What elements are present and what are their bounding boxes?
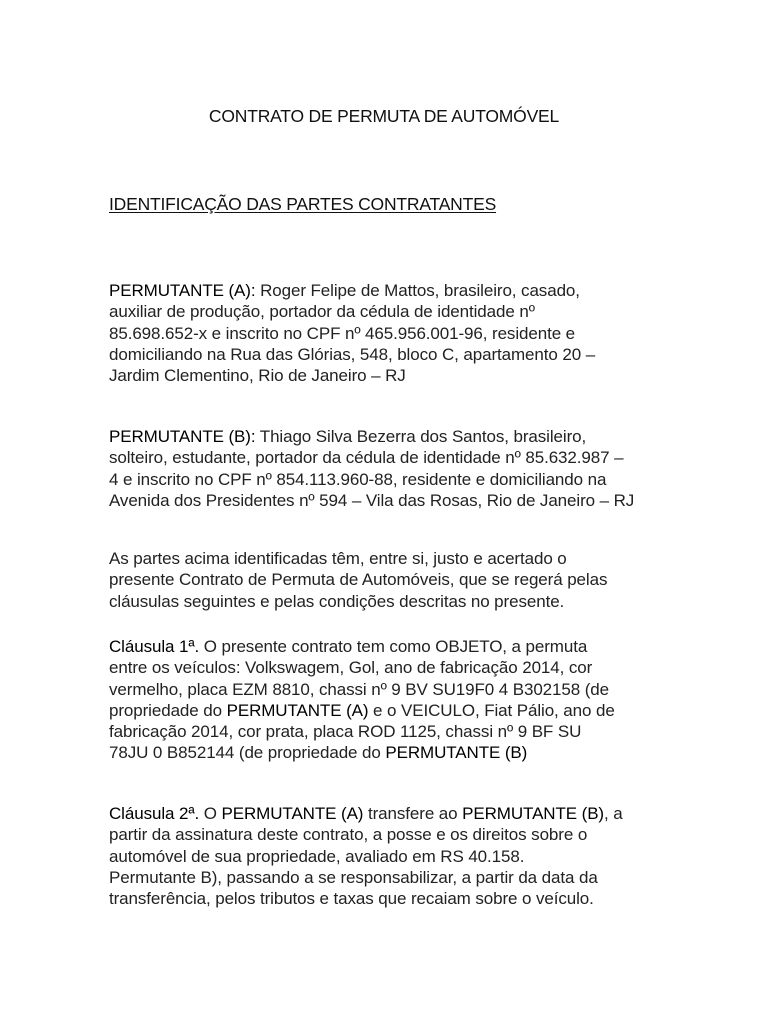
paragraph-text: Roger Felipe de Mattos, brasileiro, casado, [255,281,580,300]
paragraph-line: Avenida dos Presidentes nº 594 – Vila das Rosas, Rio de Janeiro – RJ [109,490,635,510]
clausula-2-paragraph [109,803,669,909]
paragraph-text: O presente contrato tem como OBJETO, a permuta [199,637,588,656]
paragraph-line [109,636,669,657]
paragraph-line: cláusulas seguintes e pelas condições descritas no presente. [109,591,565,611]
paragraph-line: entre os veículos: Volkswagem, Gol, ano de fabricação 2014, cor [109,658,593,678]
paragraph-text: propriedade do [109,700,227,720]
paragraph-text: 78JU 0 B852144 (de propriedade do [109,743,386,763]
paragraph-line: 4 e inscrito no CPF nº 854.113.960-88, residente e domiciliando na [109,469,607,489]
paragraph-line [109,426,669,447]
paragraph-line [109,742,669,763]
paragraph-text: O [199,804,222,823]
clausula-1-paragraph [109,636,669,764]
paragraph-line [109,700,669,721]
paragraph-line: solteiro, estudante, portador da cédula de identidade nº 85.632.987 – [109,448,624,468]
party-name: PERMUTANTE (A) [221,804,364,823]
section-heading: IDENTIFICAÇÃO DAS PARTES CONTRATANTES [109,194,497,214]
paragraph-line: auxiliar de produção, portador da cédula de identidade nº [109,302,535,322]
paragraph-line: domiciliando na Rua das Glórias, 548, bloco C, apartamento 20 – [109,344,596,364]
paragraph-line: presente Contrato de Permuta de Automóveis, que se regerá pelas [109,570,608,590]
paragraph-text: , a [604,804,623,823]
paragraph-line [109,280,669,301]
paragraph-line: partir da assinatura deste contrato, a posse e os direitos sobre o [109,825,588,845]
paragraph-line: Permutante B), passando a se responsabilizar, a partir da data da [109,867,598,887]
permutante-b-label: PERMUTANTE (B): [109,427,256,446]
document-title: CONTRATO DE PERMUTA DE AUTOMÓVEL [208,106,560,126]
paragraph-text: transfere ao [363,804,463,823]
paragraph-text: Thiago Silva Bezerra dos Santos, brasileiro, [255,427,587,446]
clausula-2-label: Cláusula 2ª. [109,804,200,823]
party-name: PERMUTANTE (A) [226,700,369,720]
permutante-a-label: PERMUTANTE (A): [109,281,256,300]
party-name: PERMUTANTE (B) [462,804,604,823]
paragraph-line: As partes acima identificadas têm, entre si, justo e acertado o [109,549,567,568]
paragraph-line: vermelho, placa EZM 8810, chassi nº 9 BV SU19F0 4 B302158 (de [109,679,609,699]
paragraph-line: automóvel de sua propriedade, avaliado em RS 40.158. [109,846,525,866]
paragraph-line: transferência, pelos tributos e taxas que recaiam sobre o veículo. [109,889,594,909]
paragraph-text: e o VEICULO, Fiat Pálio, ano de [368,700,615,720]
permutante-a-paragraph [109,280,669,386]
permutante-b-paragraph [109,426,669,511]
intro-paragraph [109,548,669,612]
paragraph-line: 85.698.652-x e inscrito no CPF nº 465.956.001-96, residente e [109,323,576,343]
clausula-1-label: Cláusula 1ª. [109,637,200,656]
paragraph-line [109,803,669,824]
paragraph-line: fabricação 2014, cor prata, placa ROD 1125, chassi nº 9 BF SU [109,722,582,742]
paragraph-line: Jardim Clementino, Rio de Janeiro – RJ [109,366,406,386]
party-name: PERMUTANTE (B) [385,743,528,763]
